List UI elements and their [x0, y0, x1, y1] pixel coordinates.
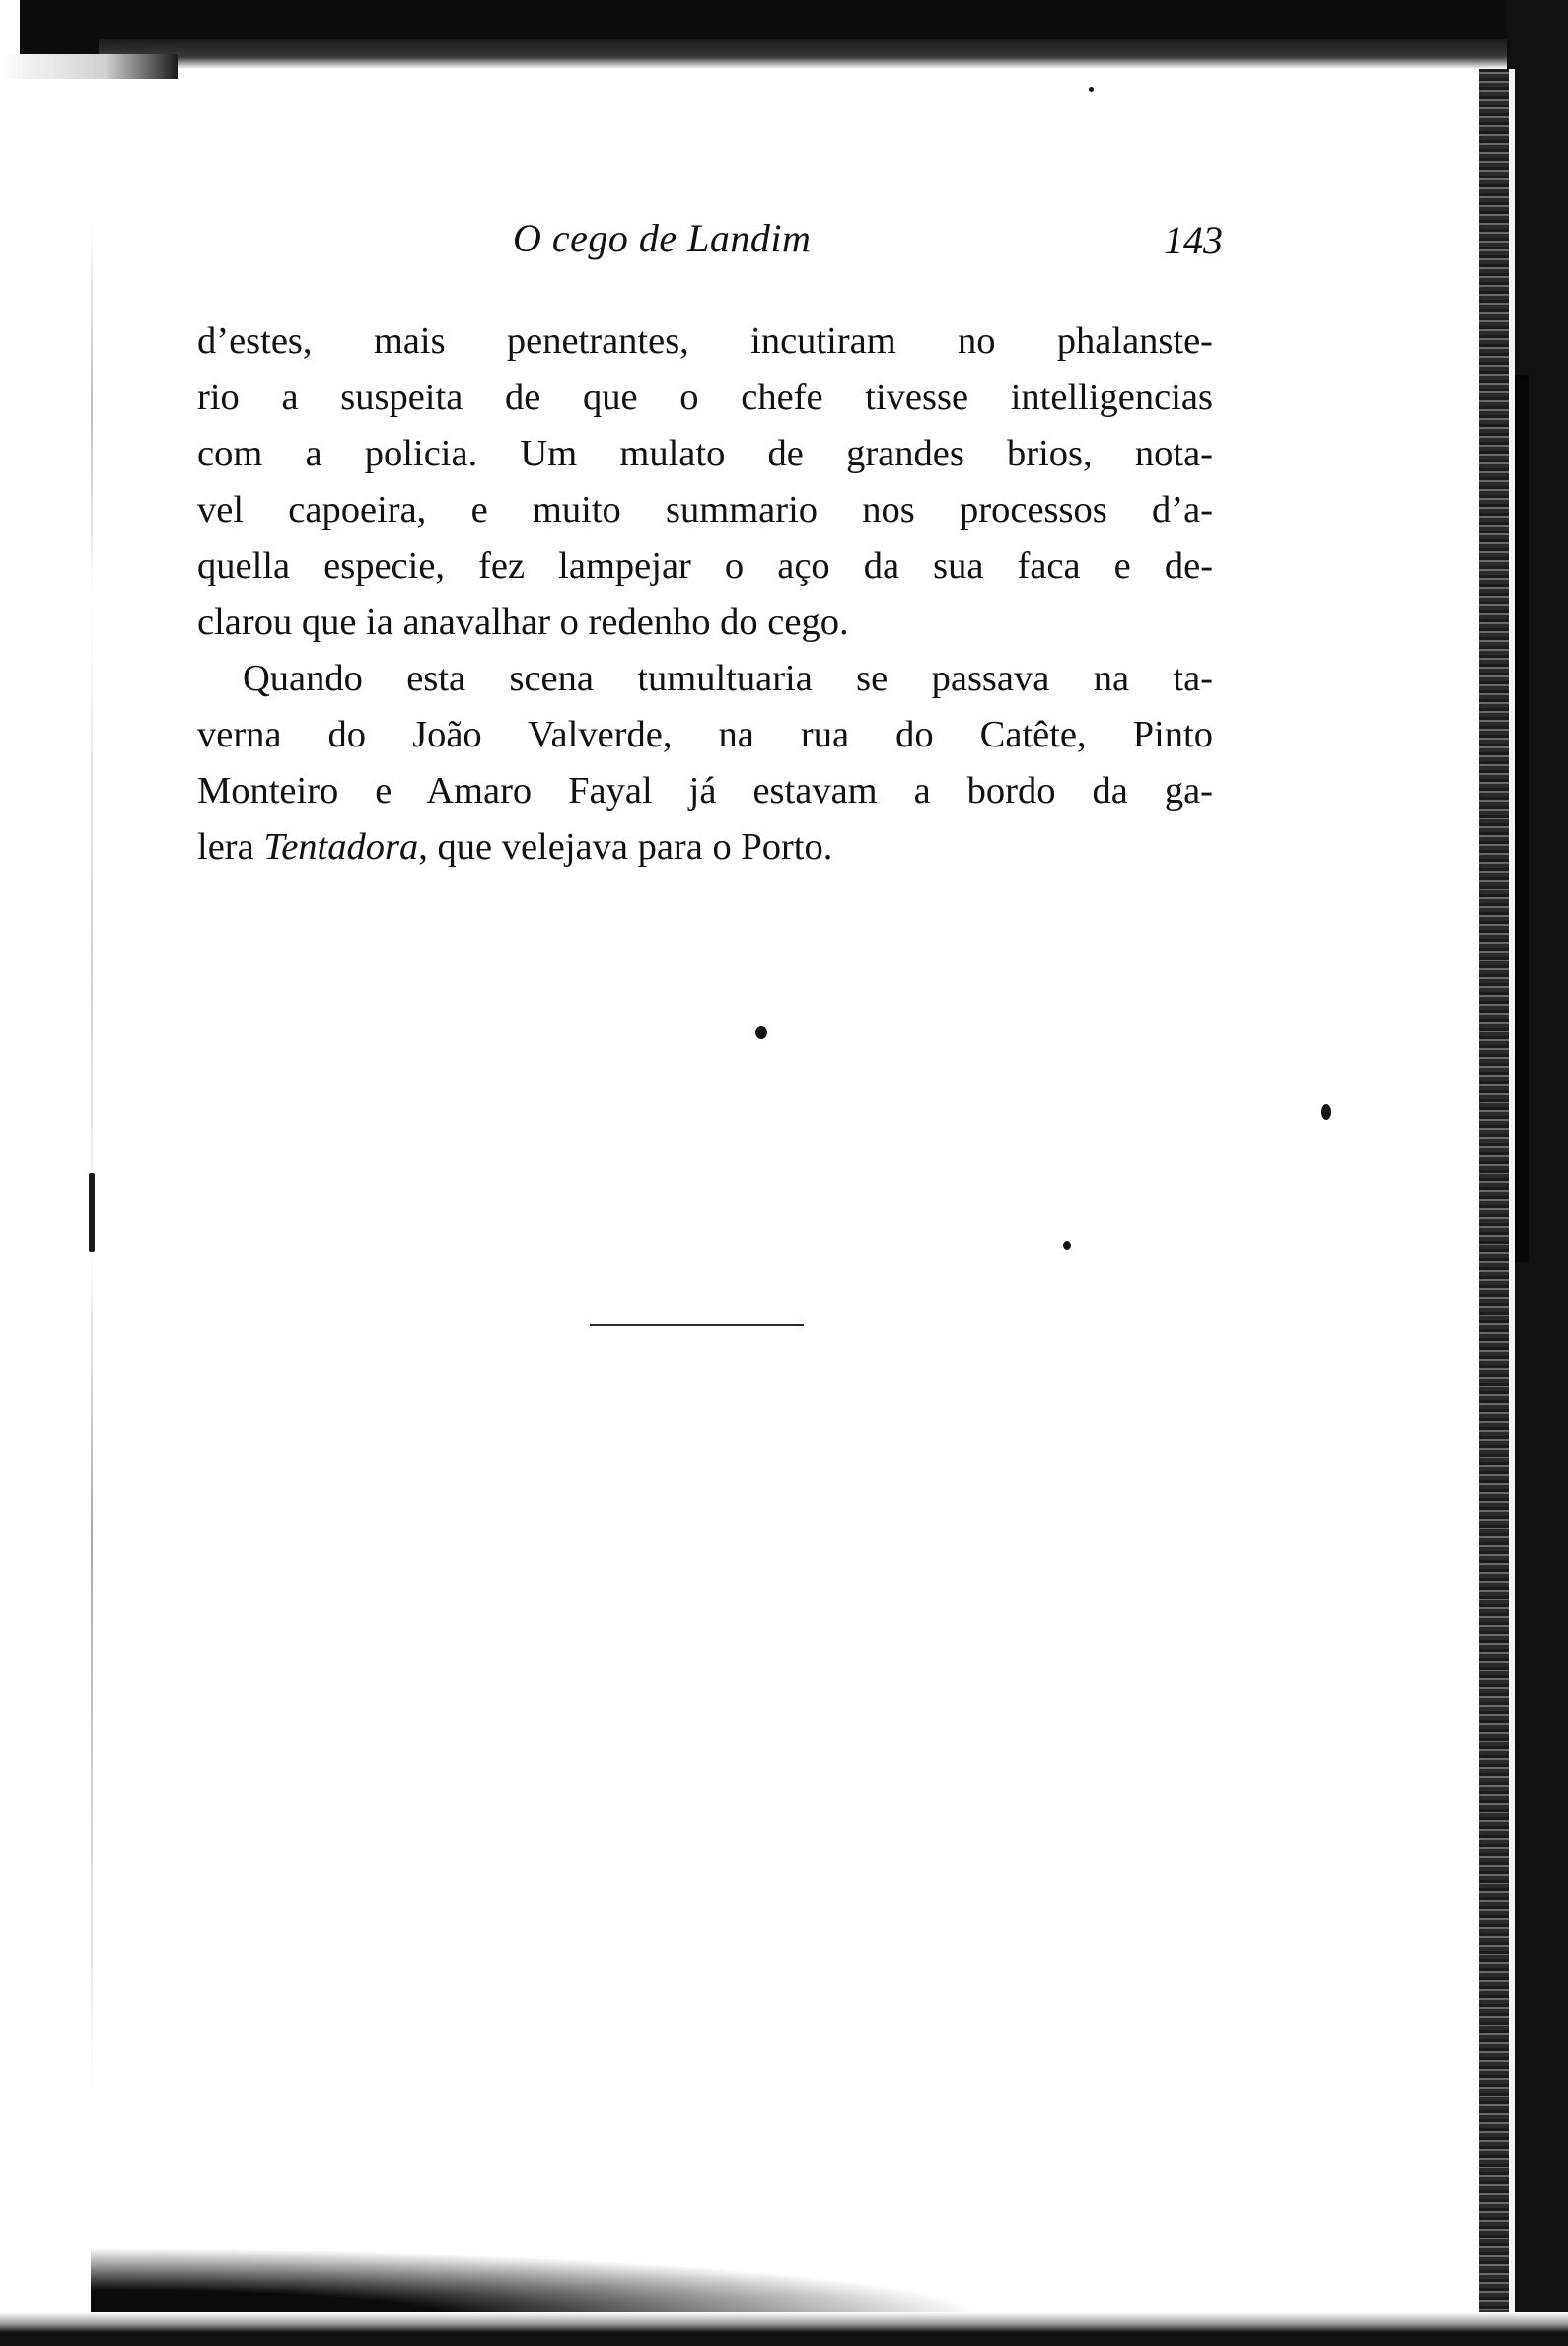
ink-speck — [1321, 1104, 1331, 1120]
text-line: com a policia. Um mulato de grandes brios, nota- — [197, 433, 1213, 474]
ink-speck — [1089, 87, 1094, 92]
ink-speck — [1063, 1241, 1071, 1250]
running-head — [197, 215, 1223, 274]
scan-left-mark — [89, 1173, 95, 1252]
scan-top-border — [20, 0, 1568, 69]
text-fragment: , que velejava para o Porto. — [418, 826, 833, 868]
scan-bottom-border — [0, 2312, 1568, 2346]
text-line: Quando esta scena tumultuaria se passava na ta- — [243, 658, 1213, 699]
paragraph — [197, 651, 1213, 876]
page-number: 143 — [1164, 218, 1223, 262]
text-line: quella especie, fez lampejar o aço da sua faca e de- — [197, 545, 1213, 587]
text-line: rio a suspeita de que o chefe tivesse intelligencias — [197, 377, 1213, 418]
end-rule — [590, 1324, 804, 1326]
scan-binding-shadow — [1515, 375, 1529, 1262]
scan-page-edge — [1479, 69, 1509, 2337]
text-fragment: lera — [197, 826, 264, 868]
text-line — [197, 819, 1213, 876]
text-line: d’estes, mais penetrantes, incutiram no phalanste- — [197, 320, 1213, 362]
scan-top-left-shadow — [0, 54, 178, 79]
running-title: O cego de Landim — [513, 216, 812, 260]
ship-name: Tentadora — [263, 826, 419, 868]
scan-bottom-left-shadow — [91, 2209, 1491, 2317]
scan-left-margin-line — [91, 222, 93, 2096]
text-line: verna do João Valverde, na rua do Catête, Pinto — [197, 714, 1213, 755]
body-text — [197, 314, 1213, 876]
text-line: clarou que ia anavalhar o redenho do cego. — [197, 602, 849, 643]
text-line: vel capoeira, e muito summario nos processos d’a- — [197, 489, 1213, 531]
paragraph — [197, 314, 1213, 651]
text-line: Monteiro e Amaro Fayal já estavam a bordo da ga- — [197, 770, 1213, 812]
ink-speck — [755, 1026, 767, 1039]
